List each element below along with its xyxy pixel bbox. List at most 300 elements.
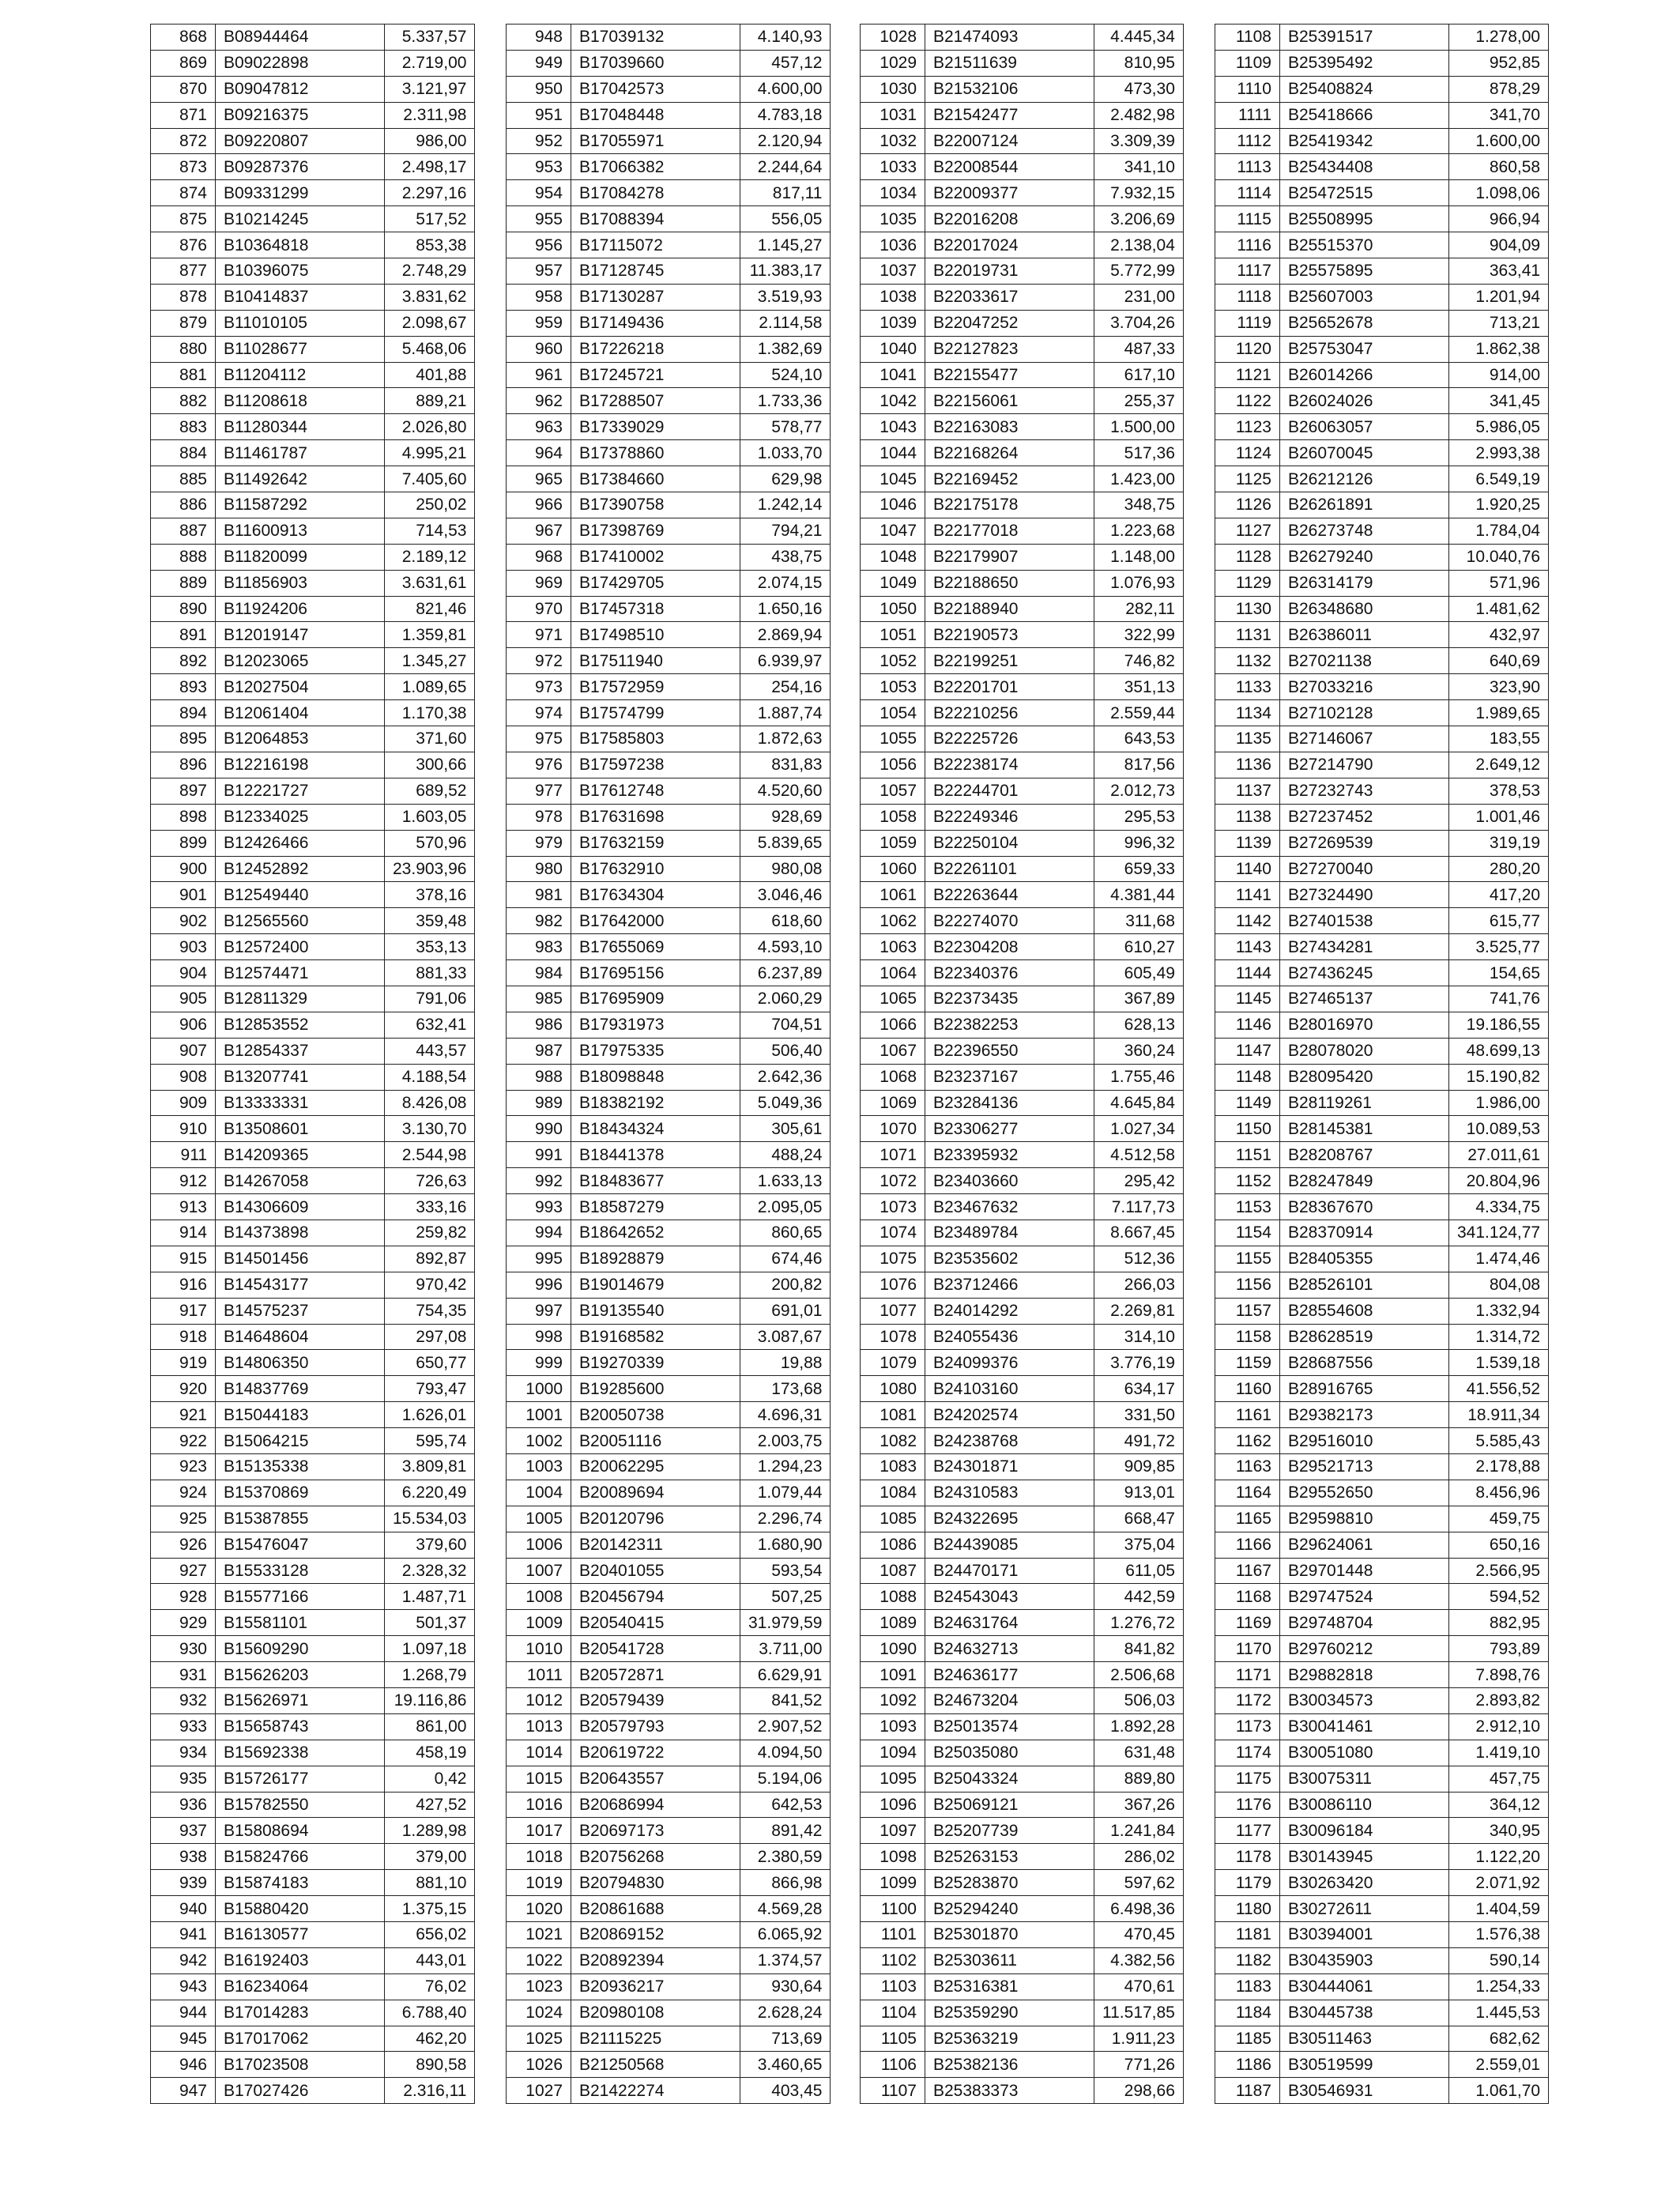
table-row [861,1402,1184,1428]
amount-cell: 650,16 [1449,1532,1549,1558]
table-row [861,1506,1184,1532]
table-row [1215,1766,1549,1792]
table-row [151,518,475,544]
table-row [151,1947,475,1973]
table-row [1215,778,1549,804]
amount-cell: 1.254,33 [1449,1973,1549,2000]
row-number-cell: 1125 [1215,466,1280,492]
amount-cell: 642,53 [740,1792,831,1818]
table-row [861,1480,1184,1506]
amount-cell: 1.242,14 [740,492,831,518]
row-number-cell: 1045 [861,466,925,492]
amount-cell: 379,60 [385,1532,475,1558]
table-row [151,2000,475,2026]
row-number-cell: 957 [507,258,571,285]
account-code-cell: B12334025 [216,804,385,830]
row-number-cell: 883 [151,414,216,440]
account-code-cell: B15476047 [216,1532,385,1558]
amount-cell: 403,45 [740,2078,831,2104]
row-number-cell: 1071 [861,1142,925,1168]
table-row [507,1896,831,1922]
amount-cell: 524,10 [740,362,831,388]
account-code-cell: B25508995 [1280,206,1449,232]
amount-cell: 353,13 [385,934,475,960]
amount-cell: 1.001,46 [1449,804,1549,830]
row-number-cell: 1096 [861,1792,925,1818]
row-number-cell: 878 [151,284,216,310]
account-code-cell: B25434408 [1280,154,1449,180]
account-code-cell: B17226218 [571,336,740,362]
row-number-cell: 915 [151,1246,216,1272]
row-number-cell: 1111 [1215,102,1280,128]
account-code-cell: B25395492 [1280,50,1449,76]
row-number-cell: 1063 [861,934,925,960]
table-row [151,388,475,414]
table-row [861,1740,1184,1766]
amount-cell: 1.626,01 [385,1402,475,1428]
account-code-cell: B22396550 [925,1038,1094,1064]
amount-cell: 1.382,69 [740,336,831,362]
table-row [861,1688,1184,1714]
amount-cell: 3.809,81 [385,1453,475,1480]
row-number-cell: 1095 [861,1766,925,1792]
table-row [861,258,1184,285]
row-number-cell: 1048 [861,544,925,570]
amount-cell: 1.603,05 [385,804,475,830]
amount-cell: 19.116,86 [385,1688,475,1714]
table-row [507,648,831,674]
row-number-cell: 989 [507,1090,571,1116]
table-row [1215,752,1549,778]
amount-cell: 2.869,94 [740,622,831,648]
account-code-cell: B30394001 [1280,1922,1449,1948]
row-number-cell: 1132 [1215,648,1280,674]
row-number-cell: 994 [507,1220,571,1246]
table-row [1215,1636,1549,1662]
table-row [861,1168,1184,1194]
row-number-cell: 1029 [861,50,925,76]
row-number-cell: 871 [151,102,216,128]
table-row [1215,1376,1549,1402]
table-row [151,2052,475,2078]
table-row [507,1194,831,1220]
row-number-cell: 1179 [1215,1870,1280,1896]
amount-cell: 367,26 [1094,1792,1184,1818]
amount-cell: 810,95 [1094,50,1184,76]
amount-cell: 594,52 [1449,1584,1549,1610]
amount-cell: 2.071,92 [1449,1870,1549,1896]
table-row [507,1610,831,1636]
row-number-cell: 1174 [1215,1740,1280,1766]
row-number-cell: 1019 [507,1870,571,1896]
table-row [861,1194,1184,1220]
amount-cell: 443,57 [385,1038,475,1064]
amount-cell: 1.911,23 [1094,2026,1184,2052]
amount-cell: 1.576,38 [1449,1922,1549,1948]
amount-cell: 7.117,73 [1094,1194,1184,1220]
row-number-cell: 1004 [507,1480,571,1506]
amount-cell: 4.995,21 [385,440,475,466]
table-row [1215,856,1549,882]
row-number-cell: 942 [151,1947,216,1973]
account-code-cell: B27214790 [1280,752,1449,778]
amount-cell: 18.911,34 [1449,1402,1549,1428]
amount-cell: 457,75 [1449,1766,1549,1792]
account-code-cell: B18928879 [571,1246,740,1272]
amount-cell: 2.003,75 [740,1428,831,1454]
table-row [1215,830,1549,856]
row-number-cell: 1031 [861,102,925,128]
row-number-cell: 1043 [861,414,925,440]
amount-cell: 1.359,81 [385,622,475,648]
row-number-cell: 1114 [1215,180,1280,206]
amount-cell: 571,96 [1449,570,1549,596]
amount-cell: 597,62 [1094,1870,1184,1896]
amount-cell: 714,53 [385,518,475,544]
account-code-cell: B22047252 [925,310,1094,336]
row-number-cell: 1144 [1215,960,1280,986]
amount-cell: 2.566,95 [1449,1558,1549,1584]
row-number-cell: 1036 [861,232,925,258]
row-number-cell: 1092 [861,1688,925,1714]
amount-cell: 1.278,00 [1449,25,1549,51]
amount-cell: 966,94 [1449,206,1549,232]
amount-cell: 487,33 [1094,336,1184,362]
amount-cell: 517,52 [385,206,475,232]
table-row [151,1453,475,1480]
table-row [151,50,475,76]
table-row [151,284,475,310]
account-code-cell: B25316381 [925,1973,1094,2000]
row-number-cell: 1177 [1215,1818,1280,1844]
account-code-cell: B20540415 [571,1610,740,1636]
account-code-cell: B22168264 [925,440,1094,466]
account-code-cell: B28208767 [1280,1142,1449,1168]
amount-cell: 10.040,76 [1449,544,1549,570]
table-row [861,674,1184,700]
account-code-cell: B28554608 [1280,1298,1449,1324]
table-row [507,1947,831,1973]
amount-cell: 615,77 [1449,908,1549,934]
table-row [861,466,1184,492]
amount-cell: 1.122,20 [1449,1844,1549,1870]
table-row [1215,2052,1549,2078]
table-row [507,1298,831,1324]
amount-cell: 1.148,00 [1094,544,1184,570]
amount-cell: 6.220,49 [385,1480,475,1506]
account-code-cell: B29882818 [1280,1662,1449,1688]
table-row [861,726,1184,752]
account-code-cell: B10414837 [216,284,385,310]
amount-cell: 643,53 [1094,726,1184,752]
amount-cell: 2.138,04 [1094,232,1184,258]
account-code-cell: B24631764 [925,1610,1094,1636]
row-number-cell: 1080 [861,1376,925,1402]
table-row [151,778,475,804]
amount-cell: 295,42 [1094,1168,1184,1194]
account-code-cell: B17027426 [216,2078,385,2104]
amount-cell: 432,97 [1449,622,1549,648]
amount-cell: 2.178,88 [1449,1453,1549,1480]
row-number-cell: 1186 [1215,2052,1280,2078]
account-code-cell: B09220807 [216,128,385,154]
row-number-cell: 1158 [1215,1324,1280,1350]
row-number-cell: 984 [507,960,571,986]
amount-cell: 15.534,03 [385,1506,475,1532]
table-row [507,1116,831,1142]
table-row [1215,648,1549,674]
amount-cell: 295,53 [1094,804,1184,830]
data-table-column-1 [150,24,475,2104]
account-code-cell: B15135338 [216,1453,385,1480]
account-code-cell: B15880420 [216,1896,385,1922]
row-number-cell: 1154 [1215,1220,1280,1246]
row-number-cell: 1001 [507,1402,571,1428]
amount-cell: 2.559,44 [1094,700,1184,726]
table-row [151,362,475,388]
account-code-cell: B25753047 [1280,336,1449,362]
row-number-cell: 1069 [861,1090,925,1116]
account-code-cell: B17429705 [571,570,740,596]
row-number-cell: 1097 [861,1818,925,1844]
table-row [507,414,831,440]
table-row [1215,1428,1549,1454]
account-code-cell: B24099376 [925,1350,1094,1376]
table-row [151,1870,475,1896]
account-code-cell: B22340376 [925,960,1094,986]
table-row [151,960,475,986]
amount-cell: 401,88 [385,362,475,388]
row-number-cell: 999 [507,1350,571,1376]
account-code-cell: B24673204 [925,1688,1094,1714]
account-code-cell: B22179907 [925,544,1094,570]
amount-cell: 1.872,63 [740,726,831,752]
row-number-cell: 956 [507,232,571,258]
row-number-cell: 1170 [1215,1636,1280,1662]
row-number-cell: 1074 [861,1220,925,1246]
account-code-cell: B15658743 [216,1713,385,1740]
amount-cell: 861,00 [385,1713,475,1740]
account-code-cell: B30546931 [1280,2078,1449,2104]
amount-cell: 2.328,32 [385,1558,475,1584]
amount-cell: 1.680,90 [740,1532,831,1558]
table-row [507,50,831,76]
row-number-cell: 1016 [507,1792,571,1818]
row-number-cell: 1070 [861,1116,925,1142]
account-code-cell: B12216198 [216,752,385,778]
account-code-cell: B20697173 [571,1818,740,1844]
table-row [861,986,1184,1012]
amount-cell: 878,29 [1449,76,1549,102]
account-code-cell: B26386011 [1280,622,1449,648]
table-row [861,1610,1184,1636]
account-code-cell: B17378860 [571,440,740,466]
account-code-cell: B18642652 [571,1220,740,1246]
row-number-cell: 1149 [1215,1090,1280,1116]
account-code-cell: B26348680 [1280,596,1449,622]
table-row [507,128,831,154]
table-row [507,1506,831,1532]
table-row [151,700,475,726]
amount-cell: 2.297,16 [385,180,475,206]
amount-cell: 1.633,13 [740,1168,831,1194]
row-number-cell: 924 [151,1480,216,1506]
row-number-cell: 943 [151,1973,216,2000]
amount-cell: 331,50 [1094,1402,1184,1428]
account-code-cell: B21511639 [925,50,1094,76]
account-code-cell: B14837769 [216,1376,385,1402]
row-number-cell: 884 [151,440,216,466]
table-row [861,1064,1184,1090]
table-row [151,1688,475,1714]
account-code-cell: B27401538 [1280,908,1449,934]
table-row [861,1922,1184,1948]
table-row [1215,1558,1549,1584]
row-number-cell: 1034 [861,180,925,206]
amount-cell: 704,51 [740,1012,831,1038]
account-code-cell: B15692338 [216,1740,385,1766]
table-row [151,102,475,128]
table-row [151,466,475,492]
account-code-cell: B17014283 [216,2000,385,2026]
row-number-cell: 920 [151,1376,216,1402]
account-code-cell: B29701448 [1280,1558,1449,1584]
table-row [507,1064,831,1090]
amount-cell: 1.061,70 [1449,2078,1549,2104]
amount-cell: 8.456,96 [1449,1480,1549,1506]
account-code-cell: B23403660 [925,1168,1094,1194]
table-row [861,1220,1184,1246]
account-code-cell: B28687556 [1280,1350,1449,1376]
row-number-cell: 1119 [1215,310,1280,336]
row-number-cell: 1021 [507,1922,571,1948]
row-number-cell: 1116 [1215,232,1280,258]
amount-cell: 2.993,38 [1449,440,1549,466]
account-code-cell: B25408824 [1280,76,1449,102]
account-code-cell: B14575237 [216,1298,385,1324]
table-row [151,1713,475,1740]
row-number-cell: 882 [151,388,216,414]
amount-cell: 314,10 [1094,1324,1184,1350]
amount-cell: 853,38 [385,232,475,258]
row-number-cell: 1161 [1215,1402,1280,1428]
row-number-cell: 901 [151,882,216,908]
table-row [1215,1194,1549,1220]
amount-cell: 570,96 [385,830,475,856]
row-number-cell: 1101 [861,1922,925,1948]
account-code-cell: B17695909 [571,986,740,1012]
row-number-cell: 898 [151,804,216,830]
table-row [507,1713,831,1740]
account-code-cell: B27270040 [1280,856,1449,882]
account-code-cell: B27033216 [1280,674,1449,700]
amount-cell: 891,42 [740,1818,831,1844]
account-code-cell: B15782550 [216,1792,385,1818]
row-number-cell: 969 [507,570,571,596]
table-row [1215,1896,1549,1922]
amount-cell: 1.423,00 [1094,466,1184,492]
row-number-cell: 944 [151,2000,216,2026]
account-code-cell: B21532106 [925,76,1094,102]
row-number-cell: 937 [151,1818,216,1844]
table-row [507,2052,831,2078]
account-code-cell: B11820099 [216,544,385,570]
account-code-cell: B22016208 [925,206,1094,232]
row-number-cell: 972 [507,648,571,674]
row-number-cell: 875 [151,206,216,232]
table-row [861,1116,1184,1142]
account-code-cell: B12452892 [216,856,385,882]
table-row [151,128,475,154]
row-number-cell: 1128 [1215,544,1280,570]
account-code-cell: B17642000 [571,908,740,934]
row-number-cell: 1115 [1215,206,1280,232]
table-row [861,1532,1184,1558]
account-code-cell: B22019731 [925,258,1094,285]
amount-cell: 650,77 [385,1350,475,1376]
row-number-cell: 1037 [861,258,925,285]
account-code-cell: B18098848 [571,1064,740,1090]
amount-cell: 1.733,36 [740,388,831,414]
table-row [151,1194,475,1220]
table-row [861,2026,1184,2052]
table-row [151,1792,475,1818]
account-code-cell: B11856903 [216,570,385,596]
account-code-cell: B27269539 [1280,830,1449,856]
table-row [151,232,475,258]
amount-cell: 3.519,93 [740,284,831,310]
account-code-cell: B18434324 [571,1116,740,1142]
amount-cell: 804,08 [1449,1272,1549,1298]
table-row [507,752,831,778]
table-row [507,1142,831,1168]
table-row [507,336,831,362]
amount-cell: 183,55 [1449,726,1549,752]
amount-cell: 3.130,70 [385,1116,475,1142]
account-code-cell: B30075311 [1280,1766,1449,1792]
row-number-cell: 1152 [1215,1168,1280,1194]
table-row [507,1636,831,1662]
row-number-cell: 1120 [1215,336,1280,362]
table-row [507,570,831,596]
account-code-cell: B25043324 [925,1766,1094,1792]
row-number-cell: 1106 [861,2052,925,2078]
table-row [1215,1532,1549,1558]
account-code-cell: B09047812 [216,76,385,102]
table-row [507,1662,831,1688]
table-row [151,1740,475,1766]
amount-cell: 713,21 [1449,310,1549,336]
row-number-cell: 971 [507,622,571,648]
account-code-cell: B28370914 [1280,1220,1449,1246]
account-code-cell: B24238768 [925,1428,1094,1454]
row-number-cell: 939 [151,1870,216,1896]
amount-cell: 2.907,52 [740,1713,831,1740]
amount-cell: 909,85 [1094,1453,1184,1480]
row-number-cell: 961 [507,362,571,388]
account-code-cell: B15626971 [216,1688,385,1714]
amount-cell: 6.629,91 [740,1662,831,1688]
table-row [861,76,1184,102]
row-number-cell: 1104 [861,2000,925,2026]
account-code-cell: B14209365 [216,1142,385,1168]
row-number-cell: 1057 [861,778,925,804]
account-code-cell: B28095420 [1280,1064,1449,1090]
row-number-cell: 974 [507,700,571,726]
table-row [1215,570,1549,596]
row-number-cell: 998 [507,1324,571,1350]
amount-cell: 491,72 [1094,1428,1184,1454]
